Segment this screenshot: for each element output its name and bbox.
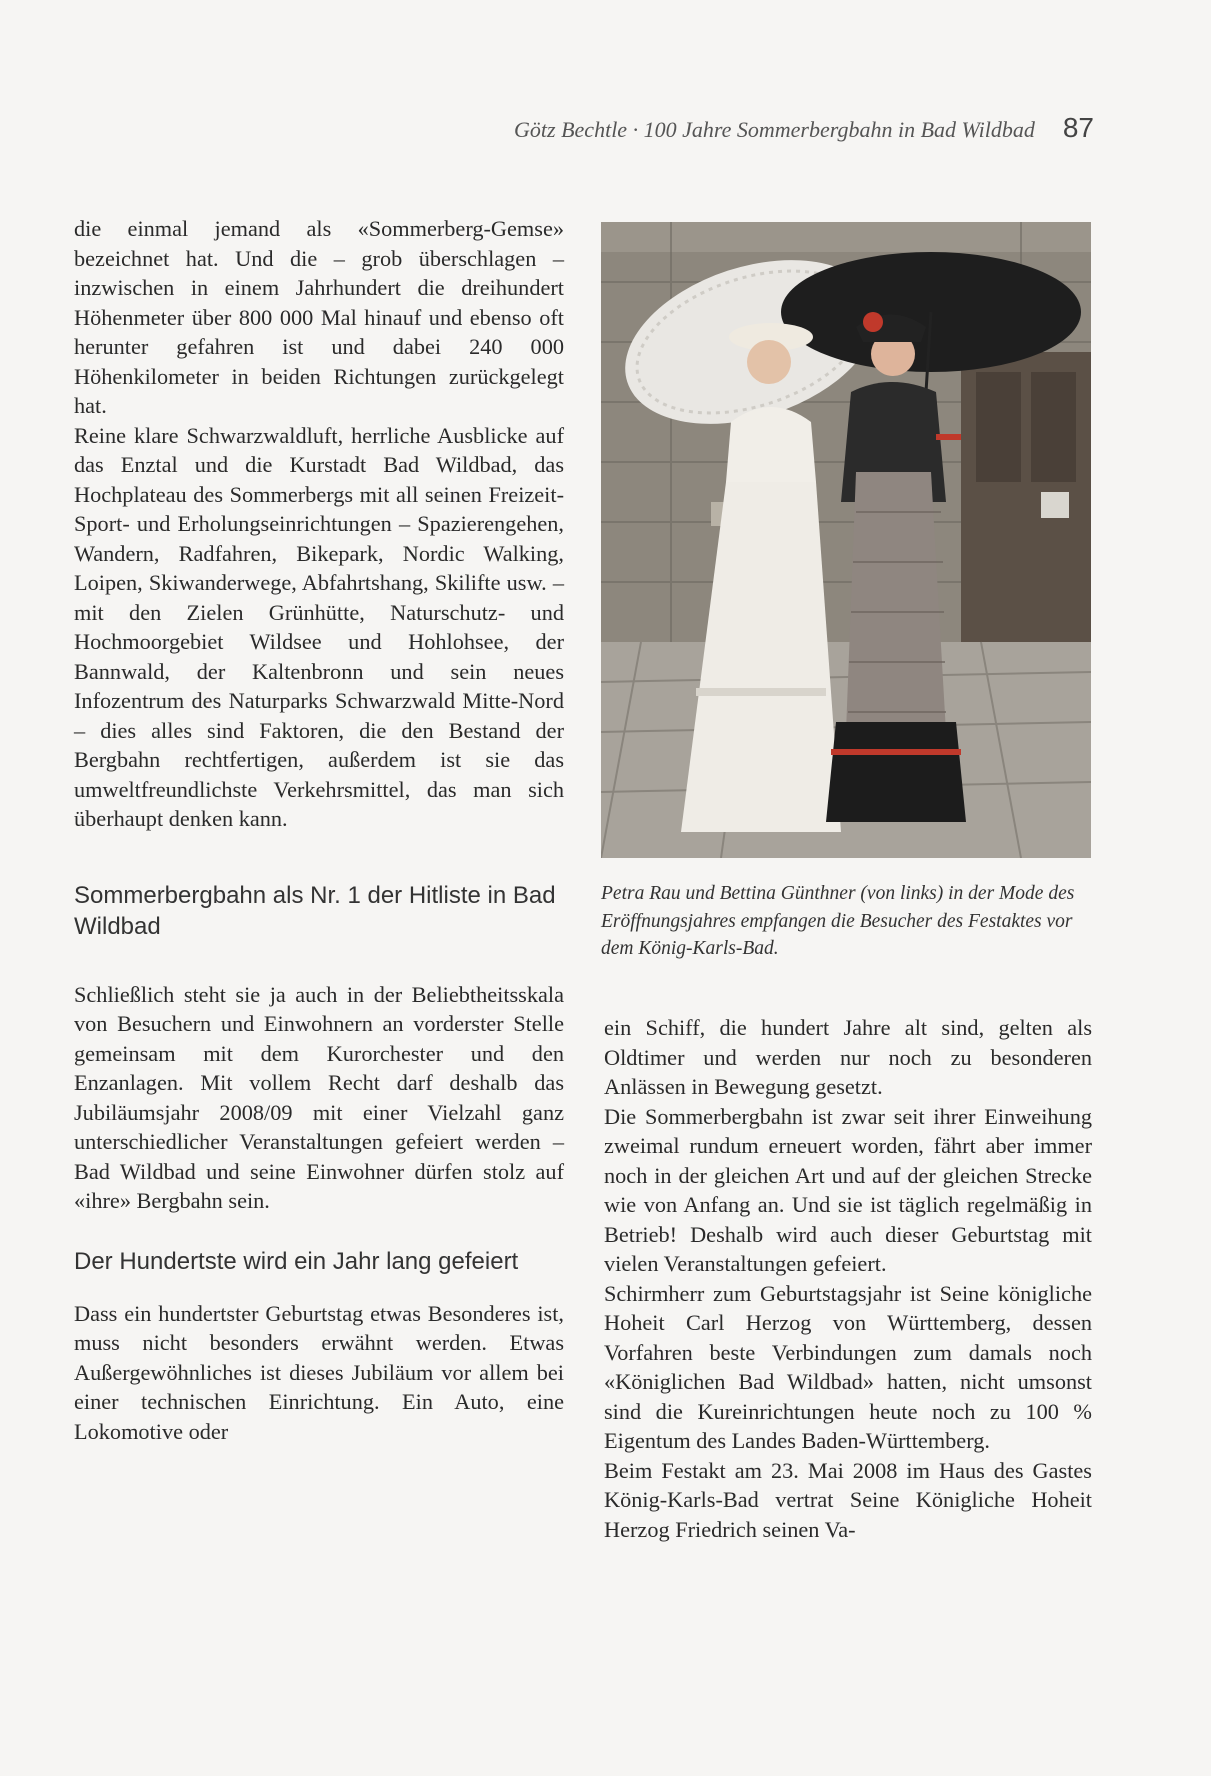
paragraph: Beim Festakt am 23. Mai 2008 im Haus des Gastes König-Karls-Bad vertrat Seine Königliche Hoheit Herzog Friedrich seinen Va- [604,1457,1092,1542]
paragraph: Dass ein hundertster Geburtstag etwas Besonderes ist, muss nicht besonders erwähnt werden. Etwas Außergewöhnliches ist dieses Jubiläum vor allem bei einer technischen Einrichtung. Ein Auto, eine Lokomotive oder [74,1300,564,1444]
right-column [604,1013,1092,1544]
section-heading: Sommerbergbahn als Nr. 1 der Hitliste in Bad Wildbad [74,881,556,940]
left-column [74,214,564,1446]
running-title: Götz Bechtle · 100 Jahre Sommerbergbahn in Bad Wildbad [514,117,1035,142]
paragraph: die einmal jemand als «Sommerberg-Gemse» bezeichnet hat. Und die – grob überschlagen – inzwischen in einem Jahrhundert die dreihundert Höhenmeter über 800 000 Mal hinauf und ebenso oft herunter gefahren ist und dabei 240 000 Höhenkilometer in beiden Richtungen zurückgelegt hat. [74,216,564,418]
paragraph: Schirmherr zum Geburtstagsjahr ist Seine königliche Hoheit Carl Herzog von Württemberg, dessen Vorfahren beste Verbindungen zum damals noch «Königlichen Bad Wildbad» hatten, nicht umsonst sind die Kureinrichtungen heute noch zu 100 % Eigentum des Landes Baden-Württemberg. [604,1280,1092,1453]
paragraph: Reine klare Schwarzwaldluft, herrliche Ausblicke auf das Enztal und die Kurstadt Bad Wildbad, das Hochplateau des Sommerbergs mit all seinen Freizeit-Sport- und Erholungseinrichtungen – Spazierengehen, Wandern, Radfahren, Bikepark, Nordic Walking, Loipen, Skiwanderwege, Abfahrtshang, Skilifte usw. – mit den Zielen Grünhütte, Naturschutz- und Hochmoorgebiet Wildsee und Hohlohsee, der Bannwald, der Kaltenbronn und sein neues Infozentrum des Naturparks Schwarzwald Mitte-Nord – dies alles sind Faktoren, die den Bestand der Bergbahn rechtfertigen, außerdem ist sie das umweltfreundlichste Verkehrsmittel, das man sich überhaupt denken kann. [74,422,564,831]
section-heading: Der Hundertste wird ein Jahr lang gefeiert [74,1247,519,1275]
paragraph: Die Sommerbergbahn ist zwar seit ihrer Einweihung zweimal rundum erneuert worden, fährt aber immer noch in der gleichen Art und auf der gleichen Strecke wie von Anfang an. Und sie ist täglich regelmäßig in Betrieb! Deshalb wird auch dieser Geburtstag mit vielen Veranstaltungen gefeiert. [604,1103,1092,1276]
photo-two-women-with-parasols [601,222,1091,858]
photo-caption: Petra Rau und Bettina Günthner (von links) in der Mode des Eröffnungsjahres empfangen die Besucher des Festaktes vor dem König-Karls-Bad. [601,883,1075,959]
paragraph: ein Schiff, die hundert Jahre alt sind, gelten als Oldtimer und werden nur noch zu besonderen Anlässen in Bewegung gesetzt. [604,1015,1092,1099]
page-number: 87 [1062,112,1094,143]
running-header [400,112,1094,144]
paragraph: Schließlich steht sie ja auch in der Beliebtheitsskala von Besuchern und Einwohnern an vorderster Stelle gemeinsam mit dem Kurorchester und den Enzanlagen. Mit vollem Recht darf deshalb das Jubiläumsjahr 2008/09 mit einer Vielzahl ganz unterschiedlicher Veranstaltungen gefeiert werden – Bad Wildbad und seine Einwohner dürfen stolz auf «ihre» Bergbahn sein. [74,981,564,1213]
